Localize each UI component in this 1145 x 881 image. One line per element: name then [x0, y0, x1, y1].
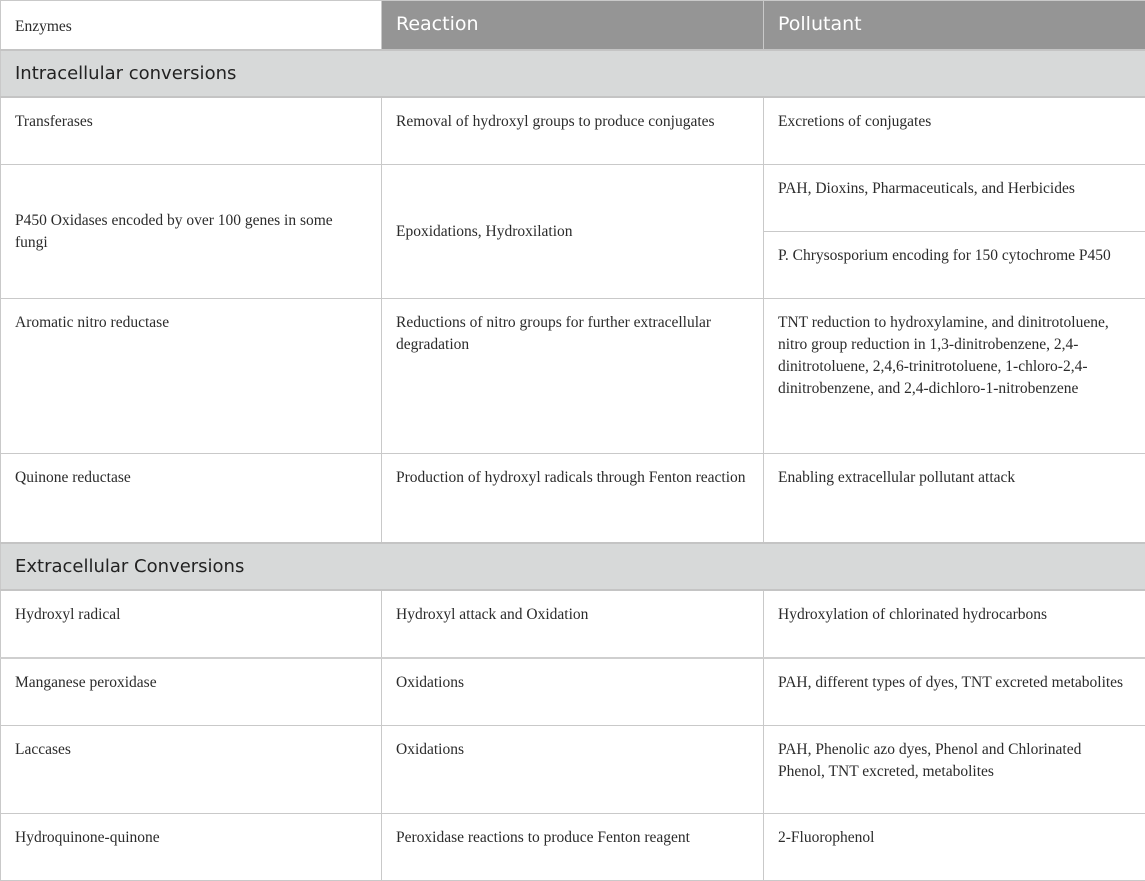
- pollutant-cell: P. Chrysosporium encoding for 150 cytochrome P450: [764, 232, 1145, 299]
- enzyme-cell: Transferases: [1, 97, 382, 165]
- header-enzymes: Enzymes: [1, 1, 382, 51]
- reaction-cell: Oxidations: [382, 658, 764, 726]
- table-row: [1, 299, 1145, 454]
- reaction-cell: Hydroxyl attack and Oxidation: [382, 590, 764, 658]
- table-row: [1, 97, 1145, 165]
- pollutant-cell: Enabling extracellular pollutant attack: [764, 454, 1145, 544]
- section-row-extracellular: [1, 543, 1145, 590]
- pollutant-cell: PAH, different types of dyes, TNT excreted metabolites: [764, 658, 1145, 726]
- reaction-cell: Oxidations: [382, 726, 764, 814]
- table-row: [1, 658, 1145, 726]
- table-row: [1, 165, 1145, 232]
- table-row: [1, 814, 1145, 881]
- section-title: Extracellular Conversions: [1, 543, 1145, 590]
- pollutant-cell: PAH, Phenolic azo dyes, Phenol and Chlorinated Phenol, TNT excreted, metabolites: [764, 726, 1145, 814]
- table-row: [1, 590, 1145, 658]
- pollutant-cell: PAH, Dioxins, Pharmaceuticals, and Herbicides: [764, 165, 1145, 232]
- reaction-cell: Removal of hydroxyl groups to produce conjugates: [382, 97, 764, 165]
- header-reaction: Reaction: [382, 1, 764, 51]
- header-row: [1, 1, 1145, 51]
- section-title: Intracellular conversions: [1, 50, 1145, 97]
- reaction-cell: Reductions of nitro groups for further extracellular degradation: [382, 299, 764, 454]
- reaction-cell: Epoxidations, Hydroxilation: [382, 165, 764, 299]
- enzyme-cell: P450 Oxidases encoded by over 100 genes in some fungi: [1, 165, 382, 299]
- reaction-cell: Production of hydroxyl radicals through Fenton reaction: [382, 454, 764, 544]
- section-row-intracellular: [1, 50, 1145, 97]
- pollutant-cell: Hydroxylation of chlorinated hydrocarbons: [764, 590, 1145, 658]
- table-row: [1, 454, 1145, 544]
- pollutant-cell: Excretions of conjugates: [764, 97, 1145, 165]
- enzyme-cell: Aromatic nitro reductase: [1, 299, 382, 454]
- enzyme-cell: Hydroxyl radical: [1, 590, 382, 658]
- enzyme-cell: Quinone reductase: [1, 454, 382, 544]
- reaction-cell: Peroxidase reactions to produce Fenton reagent: [382, 814, 764, 881]
- pollutant-cell: TNT reduction to hydroxylamine, and dinitrotoluene, nitro group reduction in 1,3-dinitrobenzene, 2,4-dinitrotoluene, 2,4,6-trinitrotoluene, 1-chloro-2,4-dinitrobenzene, and 2,4-dichloro-1-nitrobenzene: [764, 299, 1145, 454]
- header-pollutant: Pollutant: [764, 1, 1145, 51]
- enzyme-cell: Laccases: [1, 726, 382, 814]
- enzyme-cell: Hydroquinone-quinone: [1, 814, 382, 881]
- enzyme-cell: Manganese peroxidase: [1, 658, 382, 726]
- pollutant-cell: 2-Fluorophenol: [764, 814, 1145, 881]
- table-row: [1, 726, 1145, 814]
